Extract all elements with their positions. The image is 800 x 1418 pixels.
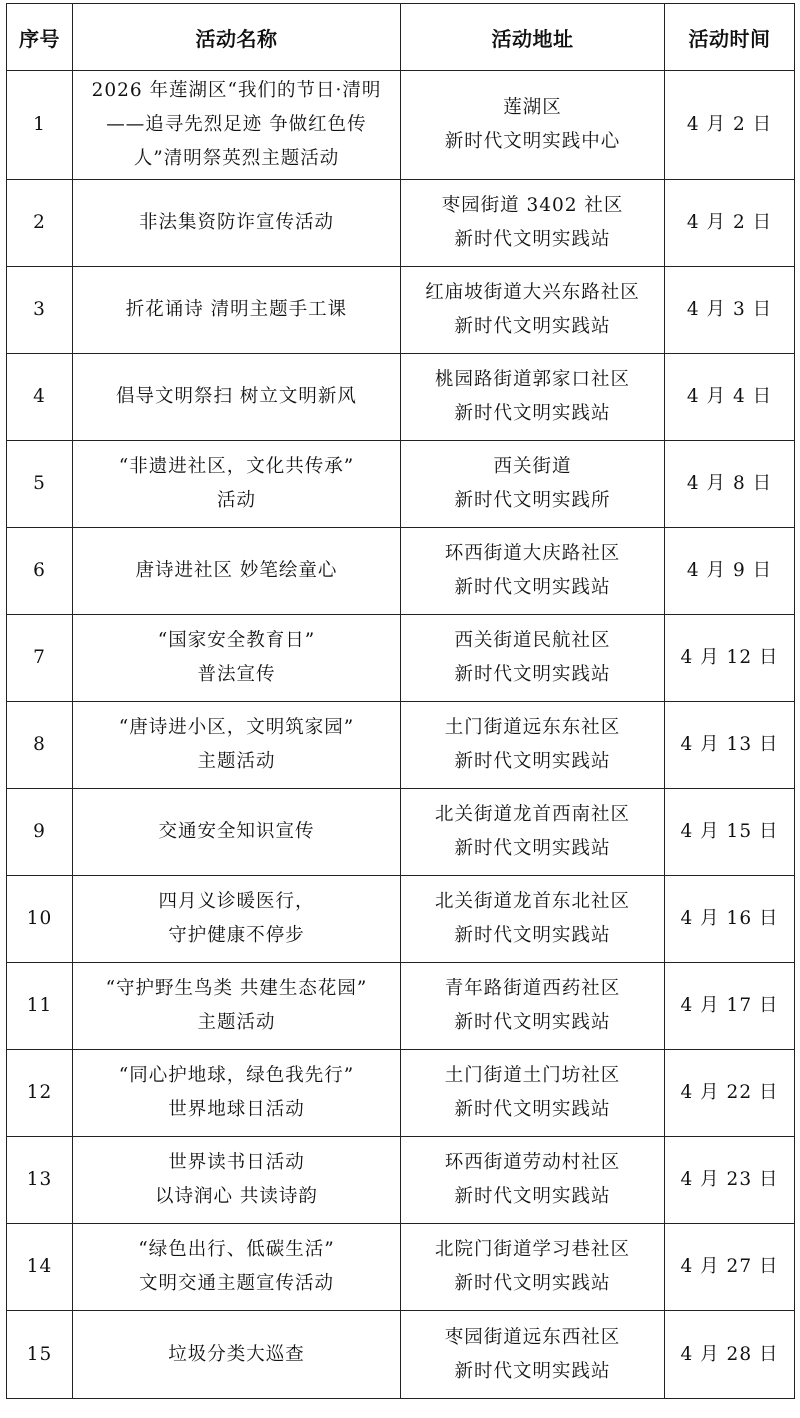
header-row — [7, 4, 795, 71]
table-row — [7, 1224, 795, 1311]
activity-name-cell-line: 以诗润心 共读诗韵 — [155, 1186, 318, 1207]
serial-number-cell: 15 — [7, 1311, 73, 1399]
serial-number-cell: 10 — [7, 876, 73, 963]
activity-address-cell-line: 新时代文明实践站 — [454, 1273, 611, 1294]
activity-name-cell-line: 活动 — [216, 490, 256, 511]
activity-address-cell-line: 环西街道劳动村社区 — [444, 1152, 621, 1173]
activity-name-cell-line: 唐诗进社区 妙笔绘童心 — [135, 560, 338, 581]
serial-number-cell: 11 — [7, 963, 73, 1050]
activity-address-cell — [401, 528, 665, 615]
activity-name-cell — [73, 1311, 401, 1399]
activity-address-cell — [401, 354, 665, 441]
serial-number-cell: 12 — [7, 1050, 73, 1137]
activity-name-cell — [73, 963, 401, 1050]
activity-address-cell-line: 新时代文明实践站 — [454, 316, 611, 337]
activity-date-cell: 4 月 28 日 — [665, 1311, 795, 1399]
activity-date-cell: 4 月 22 日 — [665, 1050, 795, 1137]
header-activity-address: 活动地址 — [401, 4, 665, 71]
header-activity-name: 活动名称 — [73, 4, 401, 71]
activity-name-cell-line: 交通安全知识宣传 — [158, 821, 315, 842]
activity-name-cell-line: 主题活动 — [197, 1012, 276, 1033]
serial-number-cell: 5 — [7, 441, 73, 528]
activity-address-cell — [401, 267, 665, 354]
activity-date-cell: 4 月 2 日 — [665, 180, 795, 267]
table-row — [7, 876, 795, 963]
serial-number-cell: 13 — [7, 1137, 73, 1224]
activity-name-cell-line: 垃圾分类大巡查 — [168, 1343, 305, 1365]
activity-name-cell-line: “守护野生鸟类 共建生态花园” — [105, 978, 368, 999]
activity-date-cell: 4 月 27 日 — [665, 1224, 795, 1311]
activity-address-cell — [401, 789, 665, 876]
activity-date-cell: 4 月 4 日 — [665, 354, 795, 441]
activity-date-cell: 4 月 8 日 — [665, 441, 795, 528]
activity-date-cell: 4 月 12 日 — [665, 615, 795, 702]
table-row — [7, 615, 795, 702]
activity-name-cell-line: 主题活动 — [197, 751, 276, 772]
activity-date-cell: 4 月 9 日 — [665, 528, 795, 615]
activity-address-cell — [401, 702, 665, 789]
table-row — [7, 963, 795, 1050]
serial-number-cell: 2 — [7, 180, 73, 267]
activity-name-cell-line: 世界地球日活动 — [168, 1099, 305, 1120]
activity-address-cell-line: 新时代文明实践站 — [454, 838, 611, 859]
activity-name-cell-line: “唐诗进小区，文明筑家园” — [118, 717, 355, 738]
activity-name-cell — [73, 441, 401, 528]
serial-number-cell: 4 — [7, 354, 73, 441]
activity-name-cell-line: “绿色出行、低碳生活” — [138, 1239, 335, 1260]
activity-address-cell — [401, 1311, 665, 1399]
table-row — [7, 180, 795, 267]
activity-address-cell-line: 西关街道 — [493, 456, 572, 477]
activity-name-cell-line: 人”清明祭英烈主题活动 — [133, 148, 340, 169]
activity-address-cell — [401, 1050, 665, 1137]
serial-number-cell: 1 — [7, 71, 73, 180]
activity-address-cell-line: 西关街道民航社区 — [454, 630, 611, 651]
activity-name-cell-line: 守护健康不停步 — [168, 925, 305, 946]
activity-name-cell-line: 世界读书日活动 — [168, 1152, 305, 1173]
activity-address-cell-line: 新时代文明实践站 — [454, 229, 611, 250]
activity-date-cell: 4 月 3 日 — [665, 267, 795, 354]
activity-address-cell — [401, 180, 665, 267]
activity-address-cell-line: 北关街道龙首西南社区 — [434, 804, 630, 825]
activity-name-cell — [73, 1050, 401, 1137]
activity-address-cell-line: 土门街道土门坊社区 — [444, 1065, 621, 1086]
activity-address-cell — [401, 441, 665, 528]
activity-address-cell-line: 青年路街道西药社区 — [444, 978, 621, 999]
serial-number-cell: 9 — [7, 789, 73, 876]
activity-address-cell-line: 桃园路街道郭家口社区 — [434, 369, 630, 390]
activity-address-cell-line: 新时代文明实践站 — [454, 1186, 611, 1207]
activity-name-cell — [73, 267, 401, 354]
table-row — [7, 71, 795, 180]
activity-address-cell-line: 土门街道远东东社区 — [444, 717, 621, 738]
activity-address-cell-line: 新时代文明实践站 — [454, 925, 611, 946]
activity-address-cell — [401, 615, 665, 702]
activity-address-cell-line: 北院门街道学习巷社区 — [434, 1239, 630, 1260]
activity-address-cell-line: 枣园街道 3402 社区 — [441, 195, 624, 216]
table-row — [7, 354, 795, 441]
activity-name-cell-line: 非法集资防诈宣传活动 — [138, 212, 334, 233]
activity-address-cell-line: 新时代文明实践所 — [454, 490, 611, 511]
activity-name-cell-line: 折花诵诗 清明主题手工课 — [125, 299, 348, 320]
activity-name-cell-line: 文明交通主题宣传活动 — [138, 1273, 334, 1294]
activity-address-cell — [401, 71, 665, 180]
table-row — [7, 528, 795, 615]
activity-name-cell — [73, 1224, 401, 1311]
table-row — [7, 441, 795, 528]
activity-address-cell — [401, 963, 665, 1050]
serial-number-cell: 8 — [7, 702, 73, 789]
table-row — [7, 789, 795, 876]
activity-name-cell-line: 倡导文明祭扫 树立文明新风 — [116, 386, 357, 407]
activity-date-cell: 4 月 23 日 — [665, 1137, 795, 1224]
activity-name-cell — [73, 876, 401, 963]
activity-address-cell-line: 新时代文明实践站 — [454, 664, 611, 685]
activity-date-cell: 4 月 15 日 — [665, 789, 795, 876]
activity-name-cell — [73, 71, 401, 180]
activity-name-cell-line: “同心护地球，绿色我先行” — [118, 1065, 355, 1086]
activity-address-cell-line: 新时代文明实践中心 — [444, 131, 621, 152]
activity-name-cell-line: “国家安全教育日” — [157, 630, 316, 651]
activity-address-cell-line: 北关街道龙首东北社区 — [434, 891, 630, 912]
activity-address-cell-line: 枣园街道远东西社区 — [444, 1326, 621, 1348]
serial-number-cell: 7 — [7, 615, 73, 702]
activity-address-cell-line: 新时代文明实践站 — [454, 1099, 611, 1120]
activity-schedule-table — [6, 3, 795, 1399]
activity-address-cell-line: 莲湖区 — [503, 97, 562, 118]
table-row — [7, 702, 795, 789]
activity-date-cell: 4 月 13 日 — [665, 702, 795, 789]
serial-number-cell: 6 — [7, 528, 73, 615]
activity-name-cell — [73, 615, 401, 702]
header-serial-number: 序号 — [7, 4, 73, 71]
table-header — [7, 4, 795, 71]
activity-name-cell-line: 四月义诊暖医行， — [158, 891, 315, 912]
activity-address-cell-line: 新时代文明实践站 — [454, 1360, 611, 1382]
activity-address-cell — [401, 1224, 665, 1311]
activity-address-cell-line: 新时代文明实践站 — [454, 1012, 611, 1033]
activity-address-cell-line: 红庙坡街道大兴东路社区 — [425, 282, 640, 303]
activity-name-cell — [73, 702, 401, 789]
header-activity-date: 活动时间 — [665, 4, 795, 71]
activity-address-cell-line: 新时代文明实践站 — [454, 403, 611, 424]
table-row — [7, 1050, 795, 1137]
activity-name-cell-line: 普法宣传 — [197, 664, 276, 685]
activity-date-cell: 4 月 17 日 — [665, 963, 795, 1050]
activity-name-cell-line: 2026 年莲湖区“我们的节日·清明 — [91, 80, 382, 101]
activity-name-cell — [73, 354, 401, 441]
activity-name-cell — [73, 528, 401, 615]
activity-address-cell — [401, 876, 665, 963]
table-row — [7, 267, 795, 354]
activity-address-cell-line: 环西街道大庆路社区 — [444, 543, 621, 564]
serial-number-cell: 14 — [7, 1224, 73, 1311]
activity-date-cell: 4 月 2 日 — [665, 71, 795, 180]
activity-name-cell — [73, 1137, 401, 1224]
activity-name-cell — [73, 789, 401, 876]
activity-date-cell: 4 月 16 日 — [665, 876, 795, 963]
activity-address-cell-line: 新时代文明实践站 — [454, 577, 611, 598]
table-row — [7, 1311, 795, 1399]
activity-name-cell-line: ——追寻先烈足迹 争做红色传 — [106, 114, 367, 135]
serial-number-cell: 3 — [7, 267, 73, 354]
table-body — [7, 71, 795, 1399]
activity-address-cell-line: 新时代文明实践站 — [454, 751, 611, 772]
activity-name-cell-line: “非遗进社区，文化共传承” — [118, 456, 355, 477]
activity-name-cell — [73, 180, 401, 267]
activity-address-cell — [401, 1137, 665, 1224]
table-row — [7, 1137, 795, 1224]
